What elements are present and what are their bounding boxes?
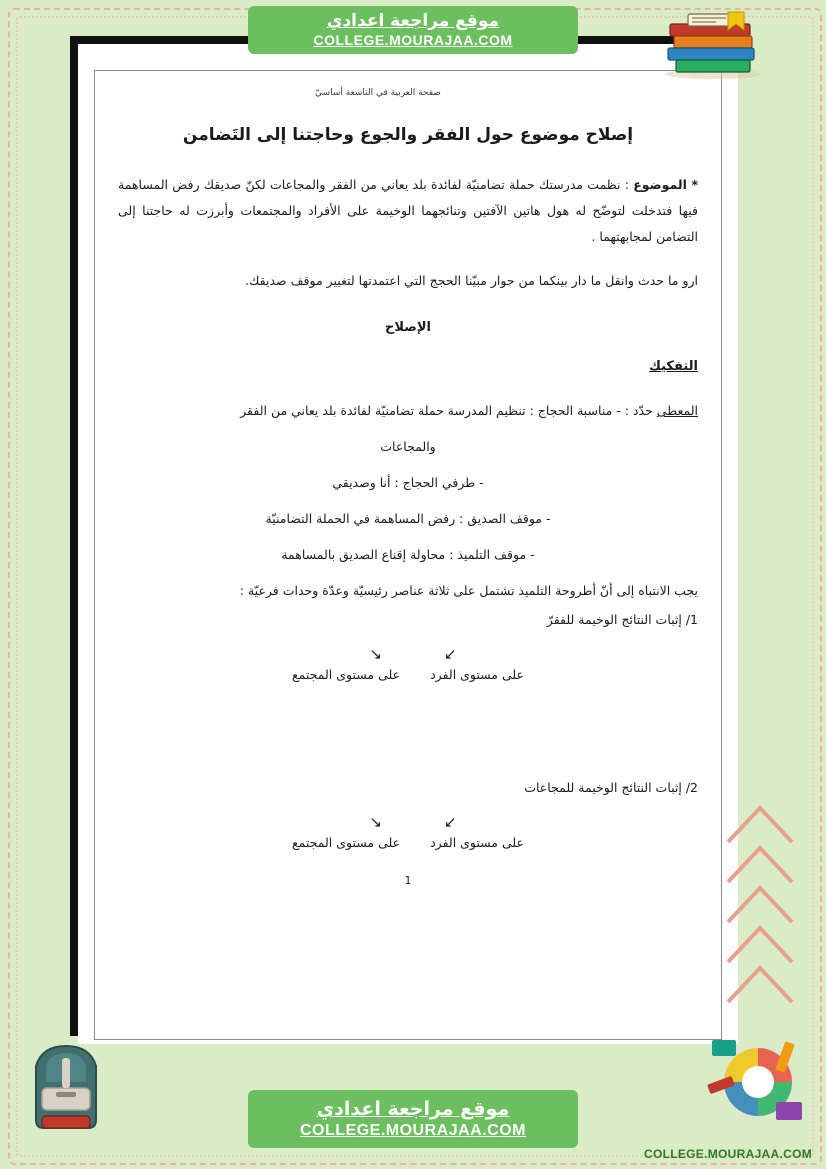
document-body: [118, 88, 698, 887]
note-paragraph: يجب الانتباه إلى أنّ أطروحة التلميذ تشتمل على ثلاثة عناصر رئيسيّة وعدّة وحدات فرعيّة :: [239, 583, 698, 598]
books-icon: [658, 8, 768, 80]
subject-label: * الموضوع: [633, 177, 698, 192]
given-line-2: والمجاعات: [380, 439, 436, 454]
branch-1-arrow-right: ↘: [369, 645, 382, 663]
subject-text: : نظمت مدرستك حملة تضامنيّة لفائدة بلد يعاني من الفقر والمجاعات لكنّ صديقك رفض المساهمة فيها فتدخلت لتوضّح له هول هاتين الآفتين وتنائجهما الوخيمة على الأفراد والمجتمعات وأبرزت له حاجتنا إلى التضامن لمجابهتهما .: [118, 177, 698, 244]
bottom-site-banner: [248, 1090, 578, 1148]
branch-2-arrow-right: ↘: [369, 813, 382, 831]
branch-1-leaves: [118, 667, 698, 682]
backpack-icon: [12, 1032, 120, 1140]
given-text: حدّد : - مناسبة الحجاج : تنظيم المدرسة حملة تضامنيّة لفائدة بلد يعاني من الفقر: [240, 403, 653, 418]
corner-site-url: COLLEGE.MOURAJAA.COM: [644, 1147, 812, 1161]
branch-1-head: 1/ إثبات النتائج الوخيمة للفقرّ: [546, 612, 698, 627]
branch-block-2: [118, 780, 698, 850]
top-banner-title: موقع مراجعة اعدادي: [326, 11, 500, 31]
given-label: المعطى: [656, 403, 698, 418]
branch-2-leaves: [118, 835, 698, 850]
bottom-banner-title: موقع مراجعة اعدادي: [316, 1098, 510, 1120]
document-page: [78, 44, 738, 1044]
bullet-3: - موقف التلميذ : محاولة إقناع الصديق بالمساهمة: [281, 547, 535, 562]
branch-2-arrow-left: ↙: [444, 813, 457, 831]
answer-heading: الإصلاح: [385, 320, 431, 335]
top-site-banner: [248, 6, 578, 54]
branch-2-head: 2/ إثبات النتائج الوخيمة للمجاعات: [524, 780, 698, 795]
branch-2-leaf-2: على مستوى المجتمع: [292, 835, 401, 850]
instruction-paragraph: ارو ما حدث وانقل ما دار بينكما من حوار مبيّنا الحجج التي اعتمدتها لتغيير موقف صديقك.: [245, 273, 698, 288]
bullet-1: - طرفي الحجاج : أنا وصديقي: [332, 475, 484, 490]
document-title: إصلاح موضوع حول الفقر والجوع وحاجتنا إلى التَضامن: [182, 125, 634, 145]
branch-1-arrows: [118, 645, 698, 663]
branch-2-leaf-1: على مستوى الفرد: [430, 835, 524, 850]
page-number: 1: [404, 874, 412, 887]
branch-block-1: [118, 612, 698, 682]
bullet-2: - موقف الصديق : رفض المساهمة في الحملة التضامنيّة: [265, 511, 551, 526]
section-heading: التفكيك: [649, 359, 698, 374]
subject-paragraph: [118, 172, 698, 250]
branch-2-arrows: [118, 813, 698, 831]
branch-1-leaf-1: على مستوى الفرد: [430, 667, 524, 682]
vertical-spacer: [118, 692, 698, 780]
bottom-banner-url: COLLEGE.MOURAJAA.COM: [300, 1122, 526, 1139]
branch-1-leaf-2: على مستوى المجتمع: [292, 667, 401, 682]
branch-1-arrow-left: ↙: [444, 645, 457, 663]
document-header-note: صفحة العربية في التاسعة أساسيّ: [315, 88, 441, 98]
school-supplies-icon: [702, 1026, 814, 1138]
top-banner-url: COLLEGE.MOURAJAA.COM: [313, 32, 513, 48]
given-line: [118, 396, 698, 426]
chevron-decoration-icon: [722, 786, 798, 1016]
